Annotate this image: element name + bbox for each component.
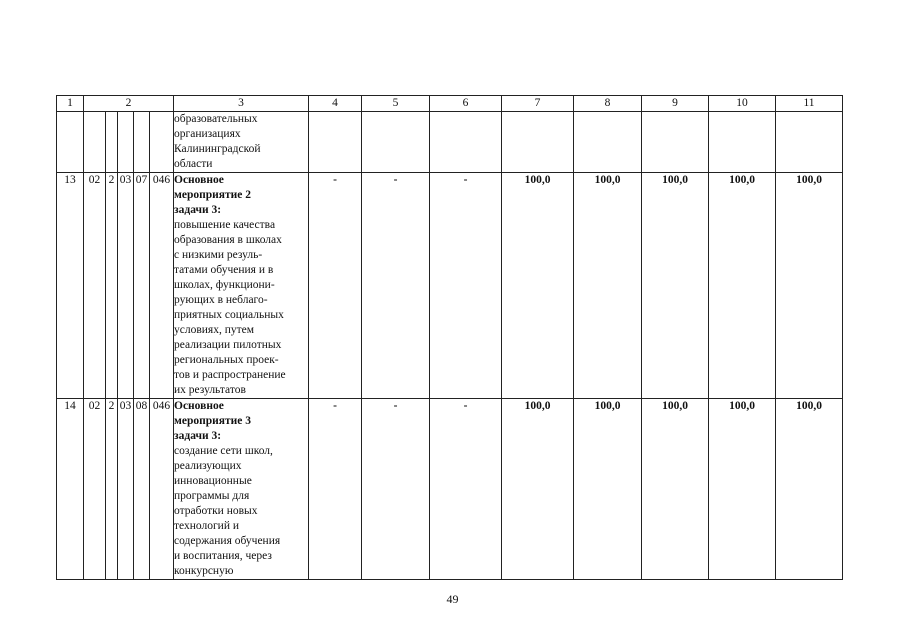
description-line: реализации пилотных	[174, 339, 282, 351]
value-cell-col4: -	[309, 399, 362, 580]
description-line: конкурсную	[174, 565, 234, 577]
code-cell: 08	[134, 399, 150, 580]
code-cell: 046	[150, 173, 174, 399]
description-line: региональных проек-	[174, 354, 279, 366]
value-cell	[642, 112, 709, 173]
description-line: содержания обучения	[174, 535, 281, 547]
page-number: 49	[446, 592, 459, 606]
value-cell	[430, 112, 502, 173]
value-cell-col5: -	[362, 173, 430, 399]
value-cell-col6: -	[430, 173, 502, 399]
code-cell	[106, 112, 118, 173]
code-cell	[84, 112, 106, 173]
measure-title-line: задачи 3:	[174, 204, 222, 216]
description-line: условиях, путем	[174, 324, 255, 336]
value-cell-col10: 100,0	[709, 399, 776, 580]
code-cell: 07	[134, 173, 150, 399]
description-line: татами обучения и в	[174, 264, 274, 276]
measure-title-line: мероприятие 3	[174, 415, 251, 427]
code-cell: 03	[118, 399, 134, 580]
header-col-3: 3	[174, 96, 309, 112]
code-cell	[150, 112, 174, 173]
description-line: повышение качества	[174, 219, 276, 231]
description-cell	[174, 399, 309, 580]
description-line: и воспитания, через	[174, 550, 272, 562]
header-col-9: 9	[642, 96, 709, 112]
header-col-8: 8	[574, 96, 642, 112]
code-cell	[134, 112, 150, 173]
value-cell-col8: 100,0	[574, 399, 642, 580]
table-row	[57, 399, 843, 580]
description-line: отработки новых	[174, 505, 258, 517]
description-line: тов и распространение	[174, 369, 286, 381]
code-cell: 02	[84, 173, 106, 399]
measure-title-line: мероприятие 2	[174, 189, 251, 201]
description-line: технологий и	[174, 520, 240, 532]
table-row	[57, 173, 843, 399]
description-line: создание сети школ,	[174, 445, 273, 457]
description-line: школах, функциони-	[174, 279, 275, 291]
measure-title-line: Основное	[174, 174, 224, 186]
header-col-10: 10	[709, 96, 776, 112]
header-col-6: 6	[430, 96, 502, 112]
value-cell-col11: 100,0	[776, 399, 843, 580]
description-line: образования в школах	[174, 234, 282, 246]
header-col-7: 7	[502, 96, 574, 112]
code-cell: 046	[150, 399, 174, 580]
code-cell: 2	[106, 173, 118, 399]
description-line: образовательных	[174, 113, 258, 125]
description-line: с низкими резуль-	[174, 249, 263, 261]
header-col-2: 2	[84, 96, 174, 112]
table-row	[57, 112, 843, 173]
measure-title-line: Основное	[174, 400, 224, 412]
description-line: программы для	[174, 490, 250, 502]
code-cell: 02	[84, 399, 106, 580]
description-line: организациях	[174, 128, 241, 140]
value-cell-col7: 100,0	[502, 399, 574, 580]
code-cell: 2	[106, 399, 118, 580]
value-cell-col11: 100,0	[776, 173, 843, 399]
code-cell	[118, 112, 134, 173]
value-cell-col4: -	[309, 173, 362, 399]
value-cell-col8: 100,0	[574, 173, 642, 399]
value-cell-col7: 100,0	[502, 173, 574, 399]
value-cell-col5: -	[362, 399, 430, 580]
value-cell	[502, 112, 574, 173]
value-cell	[776, 112, 843, 173]
value-cell-col6: -	[430, 399, 502, 580]
description-line: рующих в неблаго-	[174, 294, 268, 306]
row-number-cell	[57, 112, 84, 173]
program-table	[56, 95, 843, 580]
value-cell	[574, 112, 642, 173]
value-cell-col9: 100,0	[642, 173, 709, 399]
value-cell-col9: 100,0	[642, 399, 709, 580]
header-col-1: 1	[57, 96, 84, 112]
value-cell	[709, 112, 776, 173]
description-line: приятных социальных	[174, 309, 284, 321]
description-line: реализующих	[174, 460, 242, 472]
header-col-11: 11	[776, 96, 843, 112]
description-line: Калининградской	[174, 143, 261, 155]
value-cell	[362, 112, 430, 173]
code-cell: 03	[118, 173, 134, 399]
header-row	[57, 96, 843, 112]
row-number-cell: 13	[57, 173, 84, 399]
row-number-cell: 14	[57, 399, 84, 580]
description-line: области	[174, 158, 213, 170]
description-line: инновационные	[174, 475, 252, 487]
description-cell	[174, 173, 309, 399]
description-line: их результатов	[174, 384, 246, 396]
description-cell	[174, 112, 309, 173]
value-cell-col10: 100,0	[709, 173, 776, 399]
measure-title-line: задачи 3:	[174, 430, 222, 442]
header-col-4: 4	[309, 96, 362, 112]
value-cell	[309, 112, 362, 173]
header-col-5: 5	[362, 96, 430, 112]
